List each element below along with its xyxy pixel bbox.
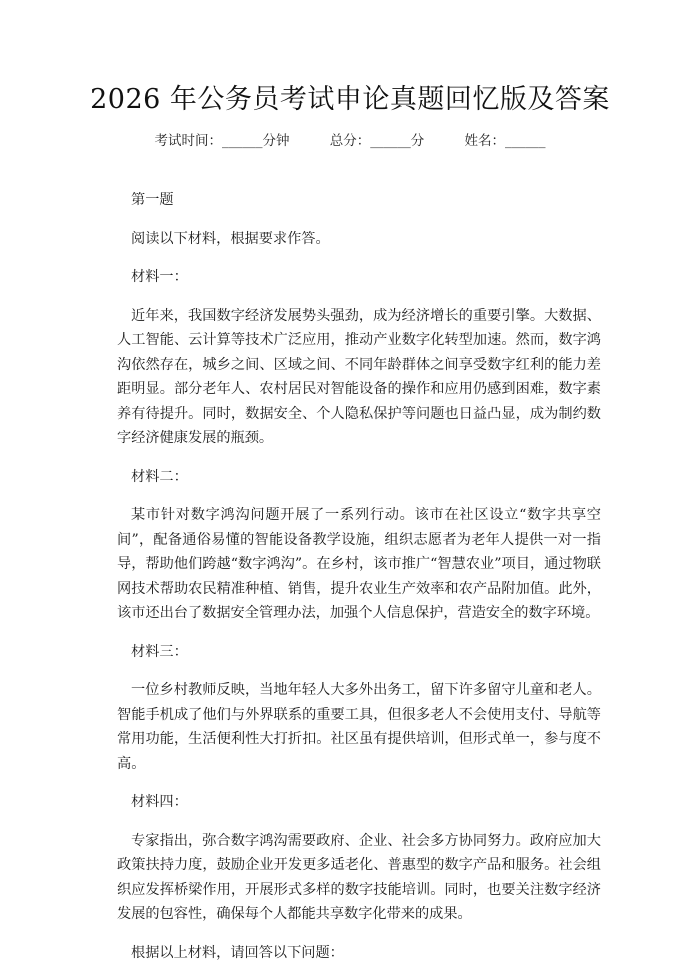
material-4-text: 专家指出，弥合数字鸿沟需要政府、企业、社会多方协同努力。政府应加大政策扶持力度，鼓励企业开发更多适老化、普惠型的数字产品和服务。社会组织应发挥桥梁作用，开展形式多样的数字技能培训。同时，也要关注数字经济发展的包容性，确保每个人都能共享数字化带来的成果。 [117,832,601,922]
material-3-text: 一位乡村教师反映，当地年轻人大多外出务工，留下许多留守儿童和老人。智能手机成了他们与外界联系的重要工具，但很多老人不会使用支付、导航等常用功能，生活便利性大打折扣。社区虽有提供培训，但形式单一，参与度不高。 [117,682,601,772]
material-1-label: 材料一： [131,269,188,285]
material-2-label: 材料二： [131,468,188,485]
exam-time-field: 考试时间：______分钟 [154,133,290,149]
document-body [117,188,601,979]
material-2-text: 某市针对数字鸿沟问题开展了一系列行动。该市在社区设立“数字共享空间”，配备通俗易懂的智能设备教学设施，组织志愿者为老年人提供一对一指导，帮助他们跨越“数字鸿沟”。在乡村，该市推广“智慧农业”项目，通过物联网技术帮助农民精准种植、销售，提升农业生产效率和农产品附加值。此外，该市还出台了数据安全管理办法，加强个人信息保护，营造安全的数字环境。 [117,507,601,621]
material-1-text: 近年来，我国数字经济发展势头强劲，成为经济增长的重要引擎。大数据、人工智能、云计算等技术广泛应用，推动产业数字化转型加速。然而，数字鸿沟依然存在，城乡之间、区域之间、不同年龄群体之间享受数字红利的能力差距明显。部分老年人、农村居民对智能设备的操作和应用仍感到困难，数字素养有待提升。同时，数据安全、个人隐私保护等问题也日益凸显，成为制约数字经济健康发展的瓶颈。 [117,307,601,446]
exam-meta-line [0,130,700,152]
document-title: 2026 年公务员考试申论真题回忆版及答案 [90,84,610,115]
question-heading: 第一题 [131,192,174,208]
material-3-label: 材料三： [131,643,188,660]
closing-prompt: 根据以上材料，请回答以下问题： [131,944,344,961]
material-4-label: 材料四： [131,794,188,810]
instruction-text: 阅读以下材料，根据要求作答。 [131,230,330,247]
name-field: 姓名：______ [464,133,546,149]
total-score-field: 总分：______分 [329,133,425,149]
